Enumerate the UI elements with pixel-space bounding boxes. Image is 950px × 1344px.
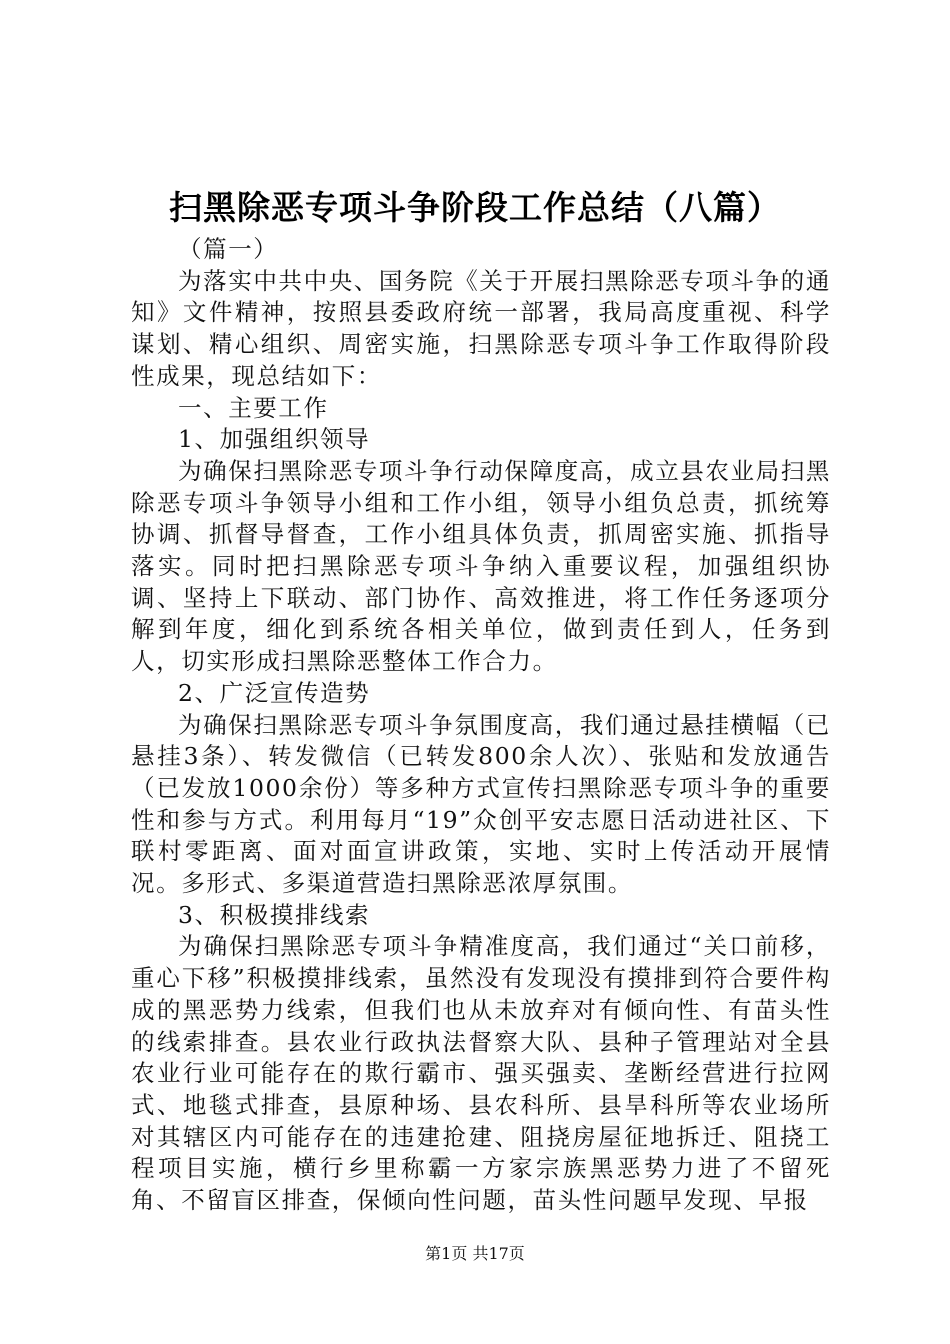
- body-paragraph: 为确保扫黑除恶专项斗争行动保障度高，成立县农业局扫黑除恶专项斗争领导小组和工作小组，领导小组负总责，抓统筹协调、抓督导督查，工作小组具体负责，抓周密实施、抓指导落实。同时把扫黑除恶专项斗争纳入重要议程，加强组织协调、坚持上下联动、部门协作、高效推进，将工作任务逐项分解到年度，细化到系统各相关单位，做到责任到人，任务到人，切实形成扫黑除恶整体工作合力。: [131, 456, 831, 676]
- document-title: 扫黑除恶专项斗争阶段工作总结（八篇）: [169, 188, 781, 227]
- subsection-heading: 1、加强组织领导: [178, 425, 371, 454]
- section-label: （篇一）: [178, 235, 279, 263]
- intro-paragraph: 为落实中共中央、国务院《关于开展扫黑除恶专项斗争的通知》文件精神，按照县委政府统一部署，我局高度重视、科学谋划、精心组织、周密实施，扫黑除恶专项斗争工作取得阶段性成果，现总结如下：: [131, 266, 831, 390]
- body-paragraph: 为确保扫黑除恶专项斗争精准度高，我们通过“关口前移，重心下移”积极摸排线索，虽然没有发现没有摸排到符合要件构成的黑恶势力线索，但我们也从未放弃对有倾向性、有苗头性的线索排查。县农业行政执法督察大队、县种子管理站对全县农业行业可能存在的欺行霸市、强买强卖、垄断经营进行拉网式、地毯式排查，县原种场、县农科所、县旱科所等农业场所对其辖区内可能存在的违建抢建、阻挠房屋征地拆迁、阻挠工程项目实施，横行乡里称霸一方家宗族黑恶势力进了不留死角、不留盲区排查，保倾向性问题，苗头性问题早发现、早报: [131, 932, 831, 1215]
- page-number-footer: 第1页 共17页: [425, 1244, 525, 1263]
- subsection-heading: 3、积极摸排线索: [178, 900, 371, 929]
- body-paragraph: 为确保扫黑除恶专项斗争氛围度高，我们通过悬挂横幅（已悬挂3条）、转发微信（已转发800余人次）、张贴和发放通告（已发放1000余份）等多种方式宣传扫黑除恶专项斗争的重要性和参与方式。利用每月“19”众创平安志愿日活动进社区、下联村零距离、面对面宣讲政策，实地、实时上传活动开展情况。多形式、多渠道营造扫黑除恶浓厚氛围。: [131, 710, 831, 898]
- section-heading: 一、主要工作: [178, 393, 329, 422]
- subsection-heading: 2、广泛宣传造势: [178, 678, 371, 707]
- document-body: [131, 234, 831, 1217]
